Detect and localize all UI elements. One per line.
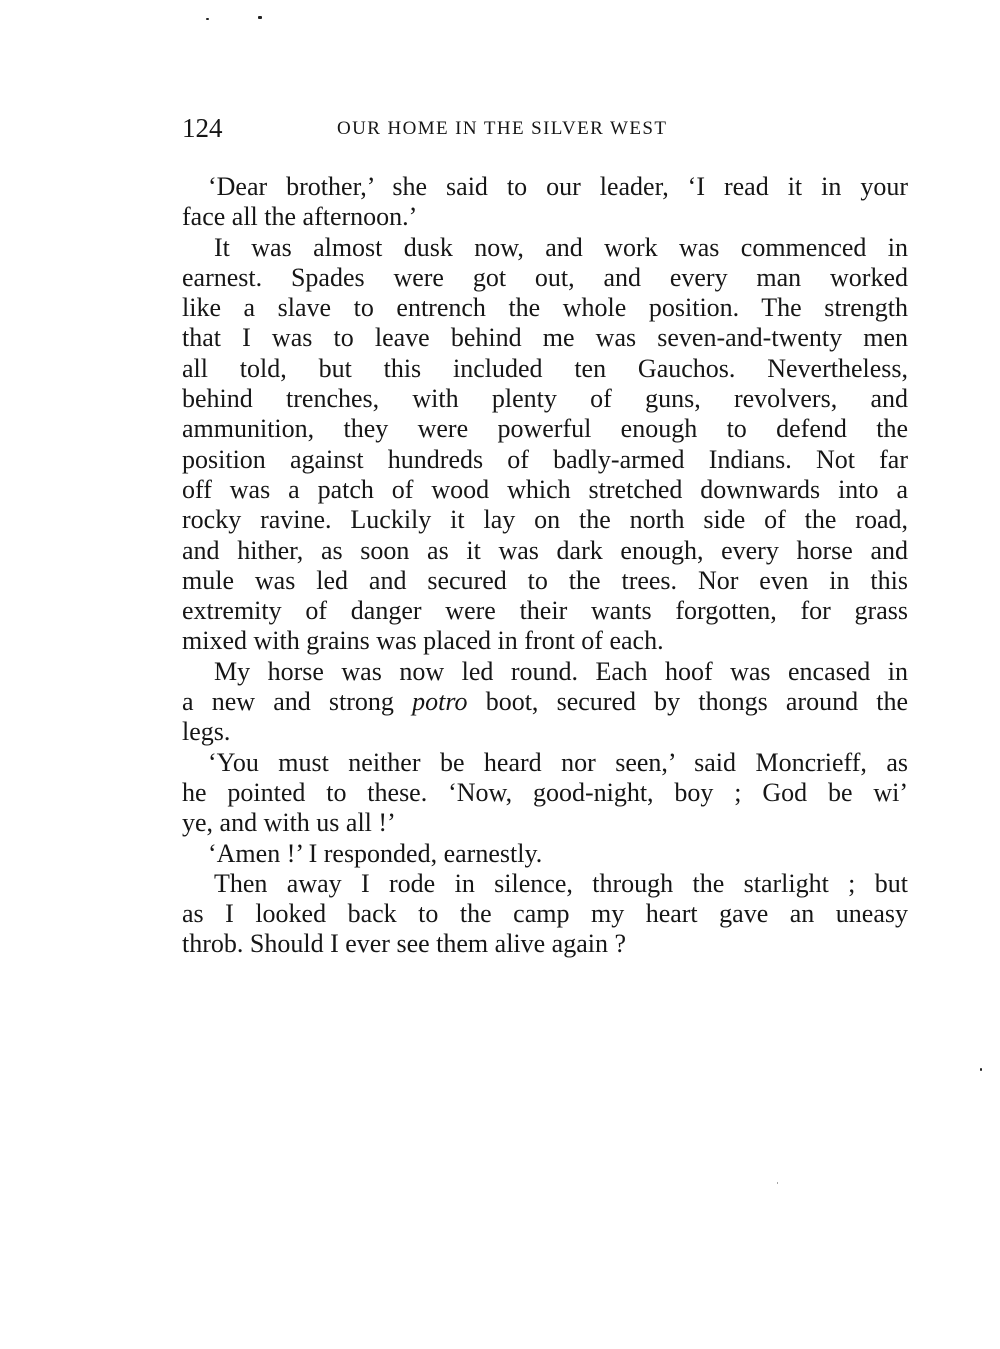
print-speck bbox=[980, 1068, 982, 1071]
text-line: mule was led and secured to the trees. Nor even in this bbox=[182, 565, 908, 595]
text-line: as I looked back to the camp my heart gave an uneasy bbox=[182, 899, 908, 929]
text-line: Then away I rode in silence, through the starlight ; but bbox=[214, 868, 908, 898]
text-line: that I was to leave behind me was seven-and-twenty men bbox=[182, 323, 908, 353]
text-segment: a new and strong bbox=[182, 687, 394, 717]
italic-word: potro bbox=[412, 687, 468, 717]
running-title: OUR HOME IN THE SILVER WEST bbox=[337, 118, 668, 139]
text-line: face all the afternoon.’ bbox=[182, 202, 418, 232]
text-line: like a slave to entrench the whole position. The strength bbox=[182, 293, 908, 323]
paragraph bbox=[182, 233, 908, 657]
text-line: extremity of danger were their wants forgotten, for grass bbox=[182, 596, 908, 626]
print-speck bbox=[258, 16, 262, 19]
text-line: ‘You must neither be heard nor seen,’ said Moncrieff, as bbox=[208, 747, 908, 777]
text-line: legs. bbox=[182, 717, 231, 747]
text-line: throb. Should I ever see them alive again ? bbox=[182, 929, 627, 959]
text-line: position against hundreds of badly-armed Indians. Not far bbox=[182, 444, 908, 474]
paragraph bbox=[182, 172, 908, 233]
text-line: ammunition, they were powerful enough to defend the bbox=[182, 414, 908, 444]
text-line: It was almost dusk now, and work was commenced in bbox=[214, 232, 908, 262]
paragraph bbox=[182, 839, 908, 869]
text-line: and hither, as soon as it was dark enough, every horse and bbox=[182, 535, 908, 565]
text-line: all told, but this included ten Gauchos. Nevertheless, bbox=[182, 353, 908, 383]
paragraph bbox=[182, 657, 908, 748]
text-line: mixed with grains was placed in front of each. bbox=[182, 626, 664, 656]
text-line: ‘Amen !’ I responded, earnestly. bbox=[208, 838, 543, 868]
paragraph bbox=[182, 869, 908, 960]
text-line bbox=[182, 687, 908, 717]
text-segment: boot, secured by thongs around the bbox=[485, 687, 909, 717]
page-number: 124 bbox=[182, 113, 223, 143]
body-text bbox=[182, 172, 908, 960]
paragraph bbox=[182, 748, 908, 839]
text-line: earnest. Spades were got out, and every man worked bbox=[182, 262, 908, 292]
print-speck bbox=[206, 18, 209, 20]
text-line: ‘Dear brother,’ she said to our leader, ‘I read it in your bbox=[208, 172, 908, 201]
text-line: he pointed to these. ‘Now, good-night, boy ; God be wi’ bbox=[182, 777, 908, 807]
text-line: My horse was now led round. Each hoof was encased in bbox=[214, 656, 908, 686]
print-speck bbox=[777, 1182, 778, 1184]
text-line: off was a patch of wood which stretched downwards into a bbox=[182, 474, 908, 504]
text-line: ye, and with us all !’ bbox=[182, 808, 396, 838]
text-line: rocky ravine. Luckily it lay on the north side of the road, bbox=[182, 505, 908, 535]
text-line: behind trenches, with plenty of guns, revolvers, and bbox=[182, 384, 908, 414]
running-header bbox=[182, 110, 908, 146]
